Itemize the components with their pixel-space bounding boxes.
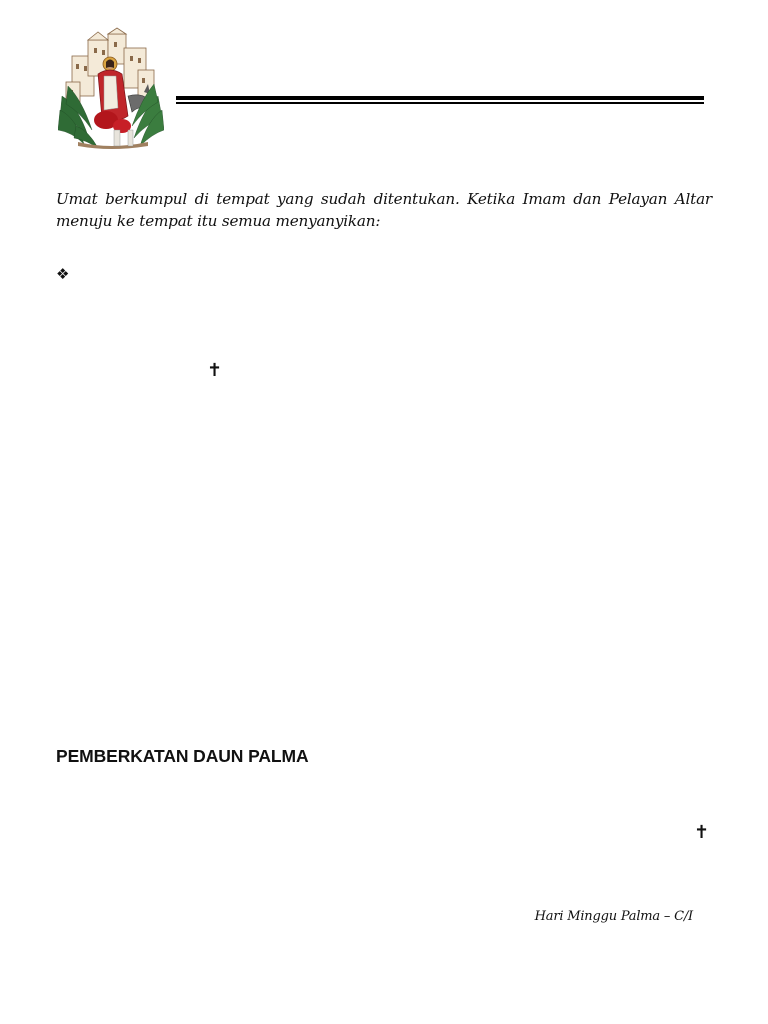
section-heading: PEMBERKATAN DAUN PALMA bbox=[56, 746, 309, 766]
header-rule bbox=[176, 96, 704, 104]
logo bbox=[58, 26, 164, 150]
cross-icon: ✝ bbox=[207, 360, 223, 381]
header-rule-thick bbox=[176, 96, 704, 100]
palm-sunday-emblem-icon bbox=[58, 26, 164, 150]
header-rule-thin bbox=[176, 102, 704, 104]
page-footer: Hari Minggu Palma – C/I bbox=[534, 909, 693, 924]
intro-rubric: Umat berkumpul di tempat yang sudah ditentukan. Ketika Imam dan Pelayan Altar menuju ke tempat itu semua menyanyikan: bbox=[56, 190, 712, 230]
diamond-bullet-icon: ❖ bbox=[56, 265, 70, 283]
cross-icon: ✝ bbox=[694, 822, 710, 843]
